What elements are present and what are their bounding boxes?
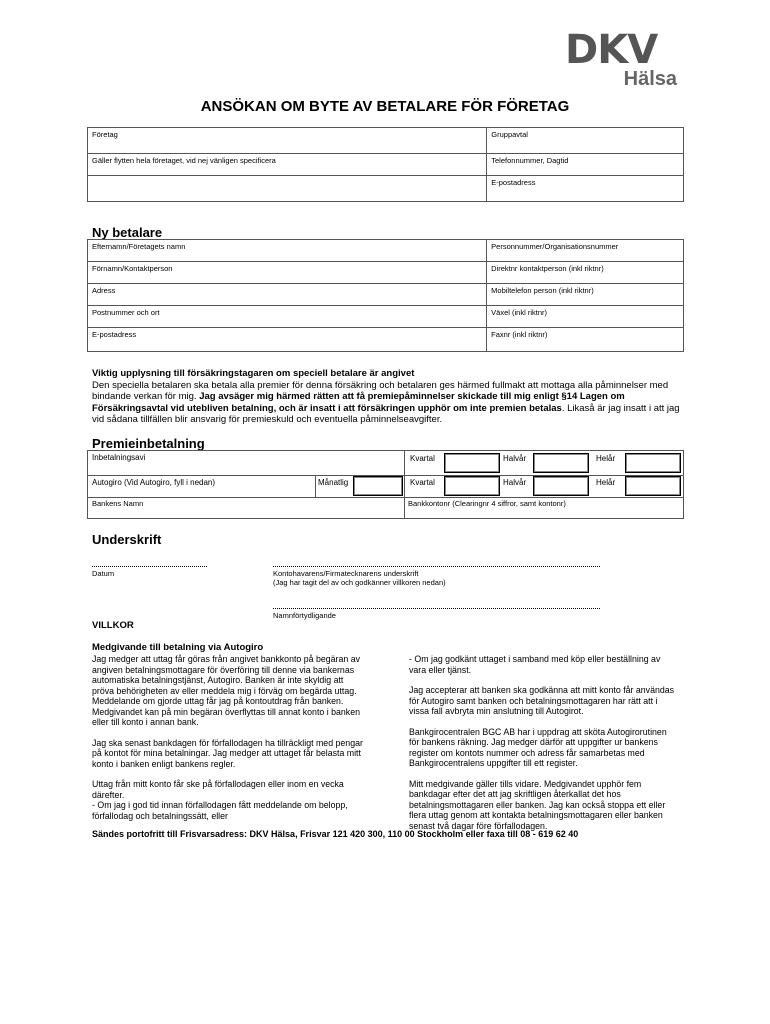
signature-note: (Jag har tagit del av och godkänner villkoren nedan) (273, 578, 446, 587)
terms-right-column (409, 654, 679, 841)
bank-account-label: Bankkontonr (Clearingnr 4 siffror, samt kontonr) (408, 499, 566, 508)
mailing-address-footer: Sändes portofritt till Frisvarsadress: DKV Hälsa, Frisvar 121 420 300, 110 00 Stockholm eller faxa till 08 - 619 62 40 (92, 829, 579, 839)
monthly-checkbox[interactable] (353, 476, 403, 496)
autogiro-label: Autogiro (Vid Autogiro, fyll i nedan) (92, 478, 216, 487)
terms-left-p2: Jag ska senast bankdagen för förfallodagen ha tillräckligt med pengar på kontot för mina betalningar. Jag medger att uttaget får belasta mitt konto i banken enligt bankens regler. (92, 737, 363, 769)
halfyear-checkbox-2[interactable] (533, 476, 589, 496)
important-text-2: . Likaså är jag insatt i att jag vid sådana tillfällen blir ansvarig för premieskuld och eventuella påminnelseavgifter. (92, 402, 680, 425)
terms-right-p1: - Om jag godkänt uttaget i samband med köp eller beställning av vara eller tjänst. (409, 654, 661, 675)
terms-left-p1: Jag medger att uttag får göras från angivet bankkonto på begäran av angiven betalningsmottagare för överföring till denne via bankernas automatiska betalningstjänst, Autogiro. Banken är inte skyldig att pröva behörigheten av eller meddela mig i förväg om begärda uttag. Meddelande om gjorde uttag får jag på kontoutdrag från banken. Medgivandet kan på min begäran överflyttas till annat konto i banken eller till konto i annan bank. (92, 654, 360, 727)
terms-right-p4: Mitt medgivande gäller tills vidare. Medgivandet upphör fem bankdagar efter det att jag skriftligen återkallat det hos betalningsmottagaren eller banken. Jag kan också stoppa ett eller flera uttag genom att kontakta betalningsmottagaren eller banken senast två dagar före förfallodagen. (409, 778, 666, 831)
whole-company-field[interactable]: Gäller flytten hela företaget, vid nej vänligen specificera (88, 154, 487, 176)
terms-right-p3: Bankgirocentralen BGC AB har i uppdrag att sköta Autogirorutinen för bankens räkning. Jag medger därför att uppgifter ur bankens register om kontots nummer och adress får samarbetas med Bankgirocentralens uppgifter till ett register. (409, 726, 667, 768)
surname-field[interactable]: Efternamn/Företagets namn (88, 240, 487, 262)
firstname-field[interactable]: Förnamn/Kontaktperson (88, 262, 487, 284)
yearly-checkbox-2[interactable] (625, 476, 681, 496)
group-agreement-field[interactable]: Gruppavtal (487, 128, 684, 154)
terms-left-p4: - Om jag i god tid innan förfallodagen fått meddelande om belopp, förfallodag och betalningssätt, eller (92, 800, 348, 821)
date-line[interactable] (92, 566, 207, 567)
clarification-label: Namnförtydligande (273, 611, 336, 620)
personal-number-field[interactable]: Personnummer/Organisationsnummer (487, 240, 684, 262)
postal-field[interactable]: Postnummer och ort (88, 306, 487, 328)
new-payer-table (87, 239, 684, 352)
signature-line[interactable] (273, 566, 600, 567)
company-field[interactable]: Företag (88, 128, 487, 154)
fax-field[interactable]: Faxnr (inkl riktnr) (487, 328, 684, 352)
company-table (87, 127, 684, 202)
halfyear-label-1: Halvår (503, 454, 527, 463)
yearly-label-2: Helår (596, 478, 616, 487)
premium-table (87, 450, 684, 519)
switchboard-field[interactable]: Växel (inkl riktnr) (487, 306, 684, 328)
important-heading: Viktig upplysning till försäkringstagaren om speciell betalare är angivet (92, 368, 415, 379)
new-payer-heading: Ny betalare (92, 225, 163, 240)
bank-name-label: Bankens Namn (92, 499, 144, 508)
monthly-label: Månatlig (318, 478, 349, 487)
halfyear-checkbox-1[interactable] (533, 453, 589, 473)
direct-number-field[interactable]: Direktnr kontaktperson (inkl riktnr) (487, 262, 684, 284)
terms-left-column (92, 654, 367, 831)
premium-heading: Premieinbetalning (92, 436, 205, 451)
important-text-1: Den speciella betalaren ska betala alla premier för denna försäkring och betalaren ges härmed fullmakt att mottaga alla påminnelser med bindande verkan för mig. (92, 379, 669, 402)
logo-brand: DKV (565, 27, 658, 73)
clarification-line[interactable] (273, 608, 600, 609)
mobile-field[interactable]: Mobiltelefon person (inkl riktnr) (487, 284, 684, 306)
quarterly-checkbox-1[interactable] (444, 453, 500, 473)
date-label: Datum (92, 569, 115, 578)
terms-left-p3: Uttag från mitt konto får ske på förfallodagen eller inom en vecka därefter. (92, 779, 344, 800)
important-notice (92, 368, 682, 426)
halfyear-label-2: Halvår (503, 478, 527, 487)
phone-daytime-field[interactable]: Telefonnummer, Dagtid (487, 154, 684, 176)
address-field[interactable]: Adress (88, 284, 487, 306)
quarterly-label-2: Kvartal (410, 478, 435, 487)
email-field[interactable]: E-postadress (487, 176, 684, 202)
quarterly-label-1: Kvartal (410, 454, 435, 463)
spec-field[interactable] (88, 176, 487, 202)
terms-right-p2: Jag accepterar att banken ska godkänna att mitt konto får användas för Autogiro samt banken och betalningsmottagaren har rätt att i vissa fall avbryta min anslutning till Autogirot. (409, 685, 675, 716)
terms-subheading: Medgivande till betalning via Autogiro (92, 642, 264, 653)
signature-heading: Underskrift (92, 532, 162, 547)
yearly-label-1: Helår (596, 454, 616, 463)
terms-heading: VILLKOR (92, 620, 134, 631)
logo-sub: Hälsa (623, 68, 677, 90)
signature-label: Kontohavarens/Firmatecknarens underskrift (273, 569, 419, 578)
important-bold: Jag avsäger mig härmed rätten att få premiepåminnelser skickade till mig enligt §14 Lagen om Försäkringsavtal vid utebliven betalning, och är insatt i att försäkringen upphör om inte premien betalas (92, 391, 625, 414)
form-title: ANSÖKAN OM BYTE AV BETALARE FÖR FÖRETAG (200, 98, 570, 115)
yearly-checkbox-1[interactable] (625, 453, 681, 473)
invoice-label: Inbetalningsavi (92, 453, 146, 462)
payer-email-field[interactable]: E-postadress (88, 328, 487, 352)
quarterly-checkbox-2[interactable] (444, 476, 500, 496)
dkv-halsa-logo (565, 27, 685, 90)
